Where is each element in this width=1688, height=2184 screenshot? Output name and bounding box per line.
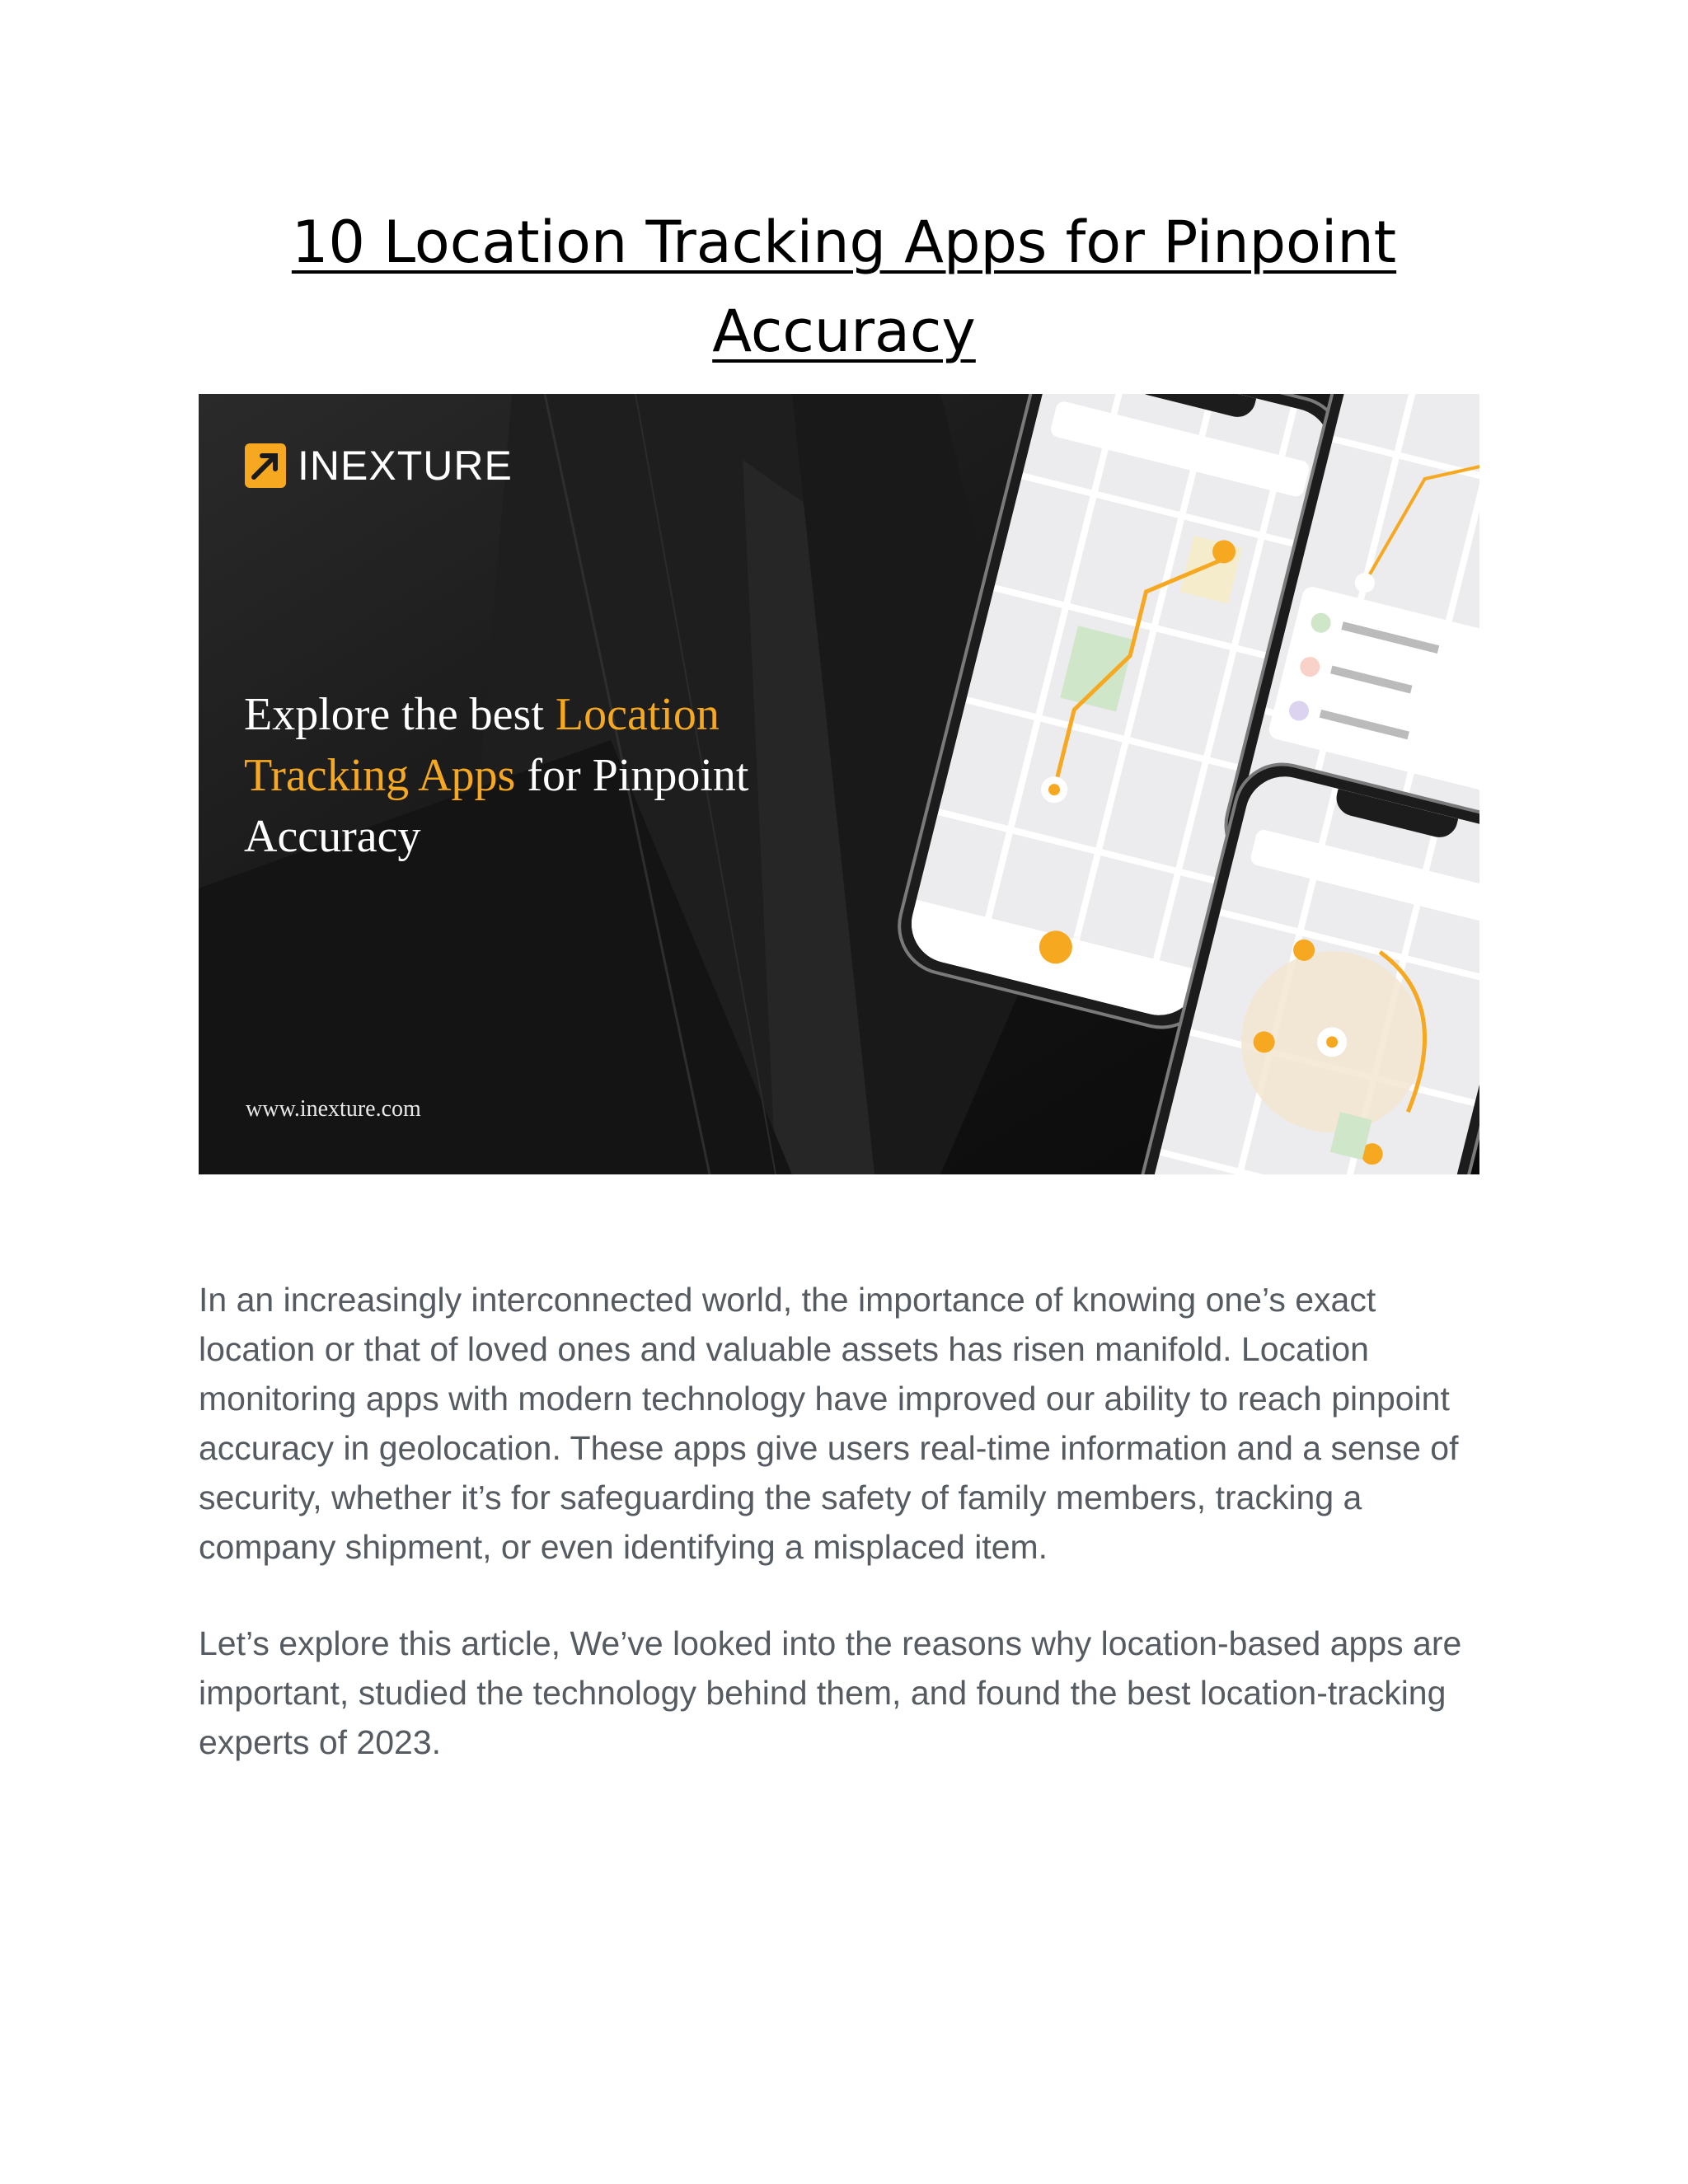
headline-post: for Pinpoint Accuracy [244,750,749,862]
inexture-logo [245,442,513,490]
headline-pre: Explore the best [244,689,556,740]
explore-paragraph: Let’s explore this article, We’ve looked into the reasons why location-based apps are important, studied the technology behind them, and found the best location-tracking experts of 2023. [199,1624,1462,1761]
page-title: 10 Location Tracking Apps for Pinpoint Accuracy [291,209,1397,365]
brand-name: INEXTURE [298,443,513,489]
hero-banner [199,394,1479,1174]
inexture-logo-icon [245,443,286,488]
headline-highlight: Location Tracking Apps [244,689,720,801]
banner-headline [244,684,837,867]
intro-paragraph: In an increasingly interconnected world, the importance of knowing one’s exact location or that of loved ones and valuable assets has risen manifold. Location monitoring apps with modern technology have improved our ability to reach pinpoint accuracy in geolocation. These apps give users real-time information and a sense of security, whether it’s for safeguarding the safety of family members, tracking a company shipment, or even identifying a misplaced item. [199,1281,1459,1566]
banner-url: www.inexture.com [246,1096,421,1122]
